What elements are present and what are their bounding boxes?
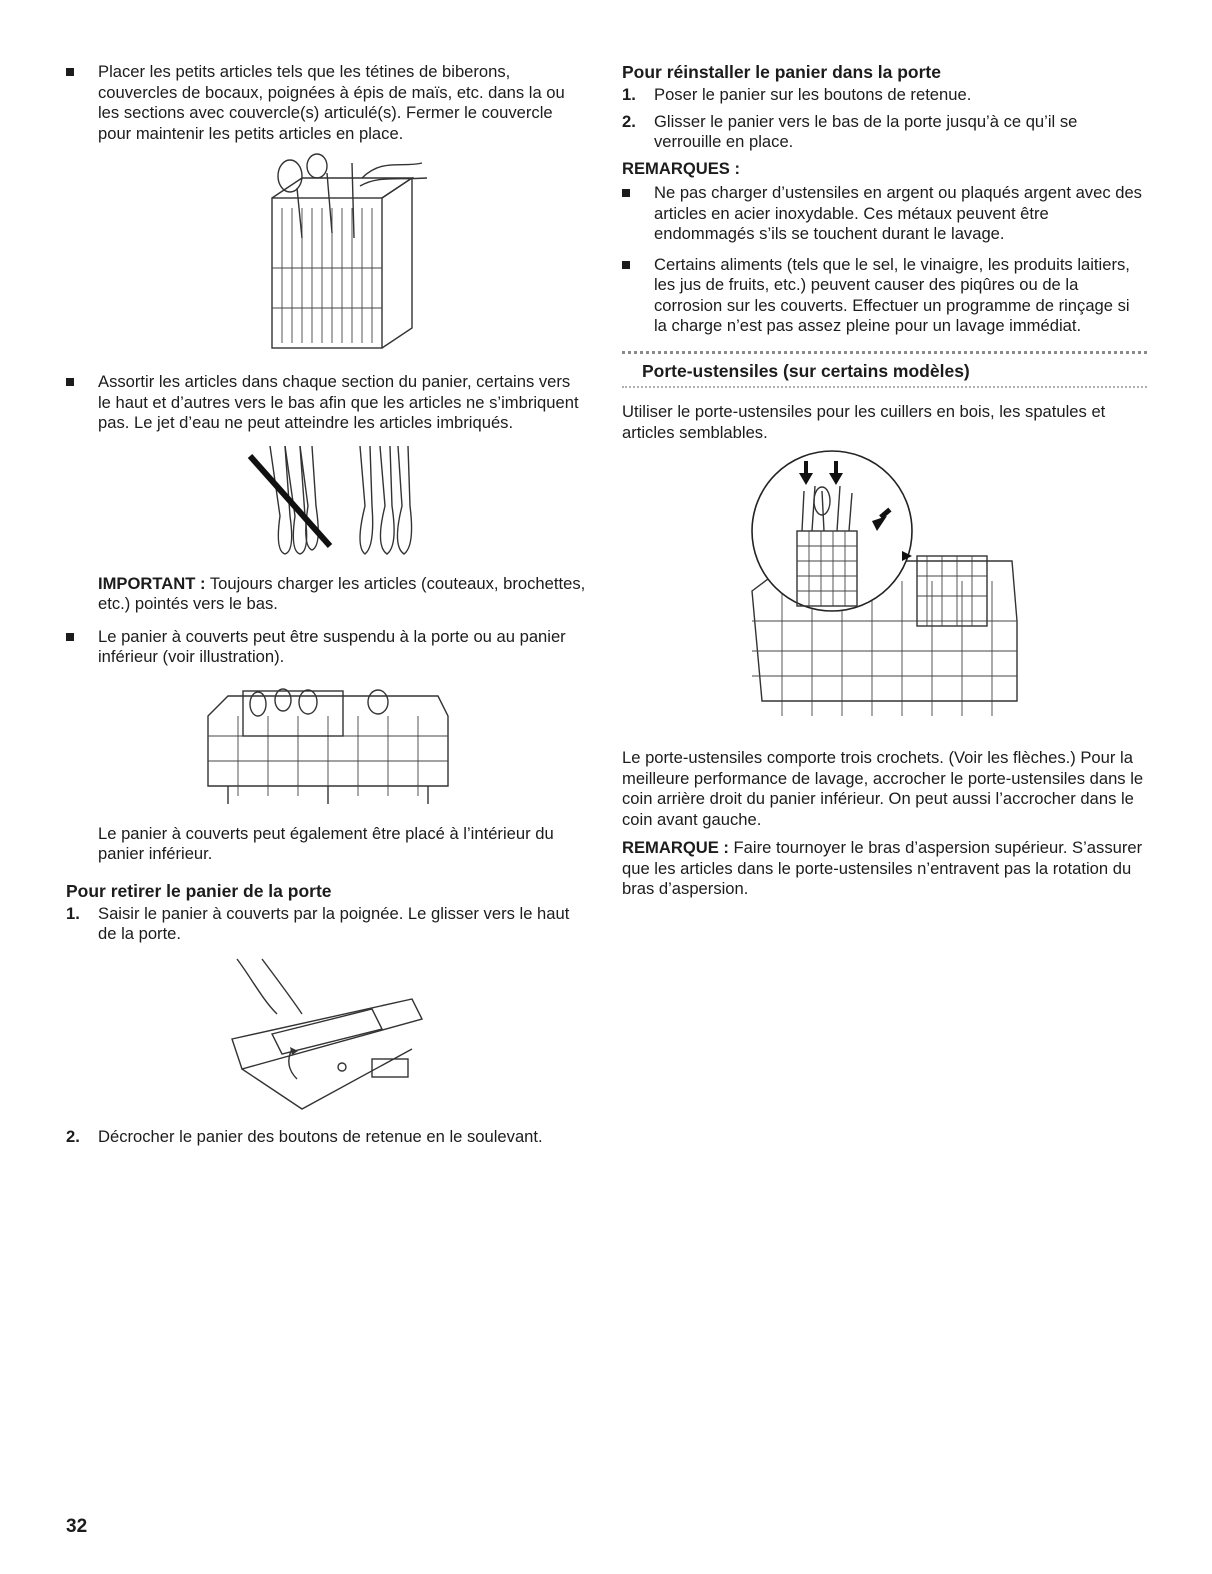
right-column <box>622 62 1147 900</box>
reinstall-basket-heading: Pour réinstaller le panier dans la porte <box>622 62 941 82</box>
utensils-nesting-illustration <box>240 446 420 556</box>
remark-text: Faire tournoyer le bras d’aspersion supérieur. S’assurer que les articles dans le porte-ustensiles n’entravent pas la rotation du bras d’aspersion. <box>622 838 1143 898</box>
remarks-heading: REMARQUES : <box>622 158 741 178</box>
remark-label: REMARQUE : <box>622 838 729 857</box>
important-text: Toujours charger les articles (couteaux, brochettes, etc.) pointés vers le bas. <box>98 573 586 613</box>
remove-step-1 <box>66 904 586 945</box>
utensil-holder-section-heading <box>622 351 1147 389</box>
remark-foods: Certains aliments (tels que le sel, le vinaigre, les produits laitiers, les jus de fruits, etc.) peuvent causer des piqûres ou de la corrosion sur les couverts. Effectuer un programme de rinçage si la charge n’est pas assez pleine pour un lavage immédiat. <box>622 255 1147 337</box>
inside-lower-rack-text: Le panier à couverts peut également être placé à l’intérieur du panier inférieur. <box>98 823 554 863</box>
utensil-holder-illustration <box>752 461 1017 726</box>
reinstall-step-2-text: Glisser le panier vers le bas de la porte jusqu’à ce qu’il se verrouille en place. <box>654 111 1078 151</box>
basket-in-lower-rack-illustration <box>208 686 448 806</box>
remove-step-2-number: 2. <box>66 1126 80 1146</box>
utensil-holder-hooks-text: Le porte-ustensiles comporte trois crochets. (Voir les flèches.) Pour la meilleure performance de lavage, accrocher le porte-ustensiles dans le coin arrière droit du panier inférieur. On peut aussi l’accrocher dans le coin avant gauche. <box>622 748 1144 829</box>
remark-silver: Ne pas charger d’ustensiles en argent ou plaqués argent avec des articles en acier inoxydable. Ces métaux peuvent être endommagés s’ils se touchent durant le lavage. <box>622 183 1147 245</box>
reinstall-step-2-number: 2. <box>622 111 636 131</box>
bullet-small-items: Placer les petits articles tels que les tétines de biberons, couvercles de bocaux, poignées à épis de maïs, etc. dans la ou les sections avec couvercle(s) articulé(s). Fermer le couvercle pour maintenir les petits articles en place. <box>66 62 586 144</box>
important-label: IMPORTANT : <box>98 573 206 593</box>
remove-basket-door-illustration <box>232 959 422 1109</box>
reinstall-step-1 <box>622 85 1147 106</box>
utensil-holder-section-title: Porte-ustensiles (sur certains modèles) <box>642 360 970 381</box>
remove-step-1-number: 1. <box>66 903 80 923</box>
bullet-sort-items: Assortir les articles dans chaque section du panier, certains vers le haut et d’autres vers le bas afin que les articles ne s’imbriquent pas. Le jet d’eau ne peut atteindre les articles imbriqués. <box>66 372 586 434</box>
remove-step-1-text: Saisir le panier à couverts par la poignée. Le glisser vers le haut de la porte. <box>98 903 570 943</box>
remove-step-2-text: Décrocher le panier des boutons de retenue en le soulevant. <box>98 1126 543 1146</box>
reinstall-step-2 <box>622 112 1147 153</box>
important-note <box>66 574 586 615</box>
bullet-hang-basket: Le panier à couverts peut être suspendu à la porte ou au panier inférieur (voir illustration). <box>66 627 586 668</box>
left-column <box>66 62 586 1147</box>
remove-step-2 <box>66 1127 586 1148</box>
reinstall-step-1-number: 1. <box>622 85 636 104</box>
page-number: 32 <box>66 1516 88 1537</box>
utensil-holder-remark <box>622 838 1147 900</box>
reinstall-step-1-text: Poser le panier sur les boutons de retenue. <box>654 85 972 104</box>
utensil-holder-intro: Utiliser le porte-ustensiles pour les cuillers en bois, les spatules et articles semblables. <box>622 402 1106 442</box>
remove-basket-heading: Pour retirer le panier de la porte <box>66 880 332 901</box>
cutlery-basket-illustration <box>242 158 432 358</box>
